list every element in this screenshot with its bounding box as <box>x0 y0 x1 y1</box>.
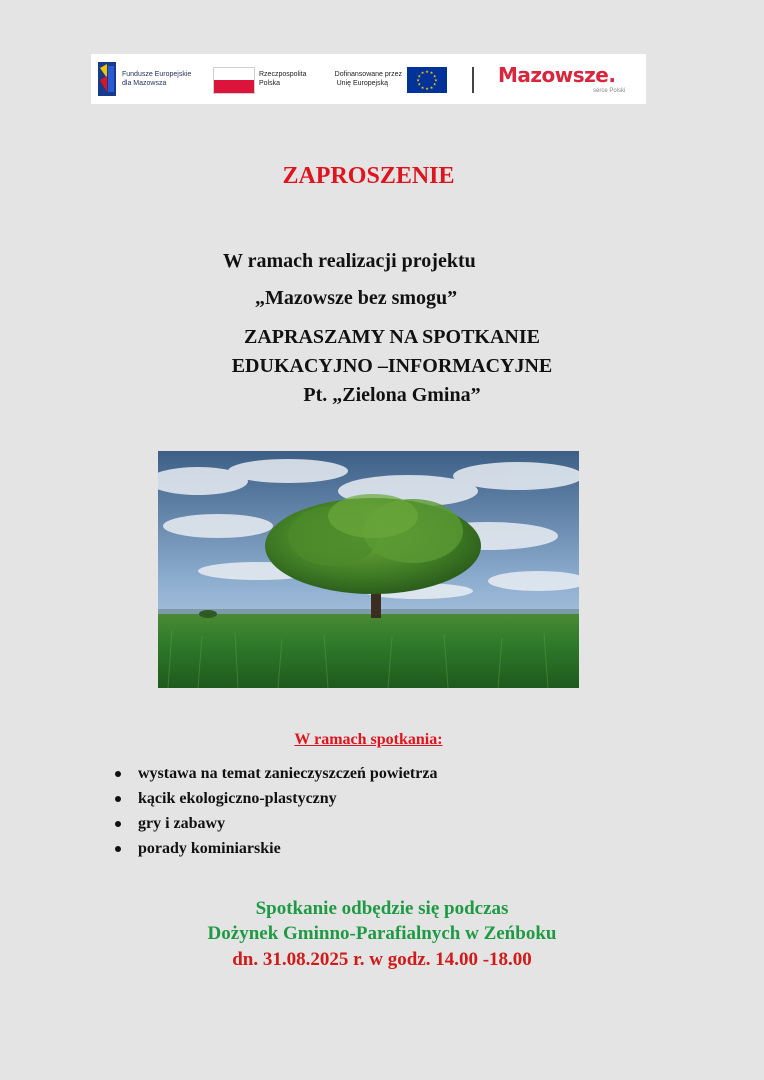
bullet-icon <box>115 821 121 827</box>
eu-funding-text: Dofinansowane przez Unię Europejską <box>334 71 402 87</box>
bullet-icon <box>115 846 121 852</box>
svg-text:★: ★ <box>434 77 438 83</box>
event-location: Dożynek Gminno-Parafialnych w Zeńboku <box>207 923 557 944</box>
svg-text:★: ★ <box>429 84 434 90</box>
list-item: porady kominiarskie <box>112 838 437 863</box>
tree-photo <box>158 451 579 688</box>
bullet-icon <box>115 771 121 777</box>
project-name: „Mazowsze bez smogu” <box>255 287 458 309</box>
meeting-type: EDUKACYJNO –INFORMACYJNE <box>231 355 553 377</box>
svg-text:★: ★ <box>432 81 437 87</box>
fundusze-europejskie-logo <box>98 62 116 96</box>
svg-text:★: ★ <box>429 70 434 76</box>
logo-bar <box>91 54 646 104</box>
project-intro: W ramach realizacji projektu <box>223 250 476 272</box>
svg-text:★: ★ <box>420 84 425 90</box>
svg-text:★: ★ <box>417 73 422 79</box>
list-item: gry i zabawy <box>112 813 437 838</box>
svg-text:★: ★ <box>420 70 425 76</box>
activity-list <box>112 763 437 863</box>
invitation-title: ZAPROSZENIE <box>282 163 455 189</box>
rzeczpospolita-text: Rzeczpospolita Polska <box>259 71 307 87</box>
fundusze-europejskie-text: Fundusze Europejskie dla Mazowsza <box>122 71 192 87</box>
svg-text:★: ★ <box>417 81 422 87</box>
mazowsze-tagline: serce Polski <box>593 88 626 94</box>
meeting-heading: W ramach spotkania: <box>294 731 443 748</box>
svg-text:★: ★ <box>416 77 420 83</box>
svg-text:★: ★ <box>425 86 429 91</box>
bullet-icon <box>115 796 121 802</box>
mazowsze-logo: Mazowsze. <box>498 63 616 87</box>
event-info-line: Spotkanie odbędzie się podczas <box>255 898 509 919</box>
polish-flag <box>213 67 255 94</box>
svg-text:★: ★ <box>432 73 437 79</box>
event-date: dn. 31.08.2025 r. w godz. 14.00 -18.00 <box>232 949 532 970</box>
meeting-title: Pt. „Zielona Gmina” <box>303 384 481 406</box>
eu-flag-icon <box>407 67 447 93</box>
logo-divider <box>472 67 474 93</box>
invitation-line: ZAPRASZAMY NA SPOTKANIE <box>244 326 540 348</box>
list-item: kącik ekologiczno-plastyczny <box>112 788 437 813</box>
svg-text:★: ★ <box>425 69 429 74</box>
list-item: wystawa na temat zanieczyszczeń powietrza <box>112 763 437 788</box>
